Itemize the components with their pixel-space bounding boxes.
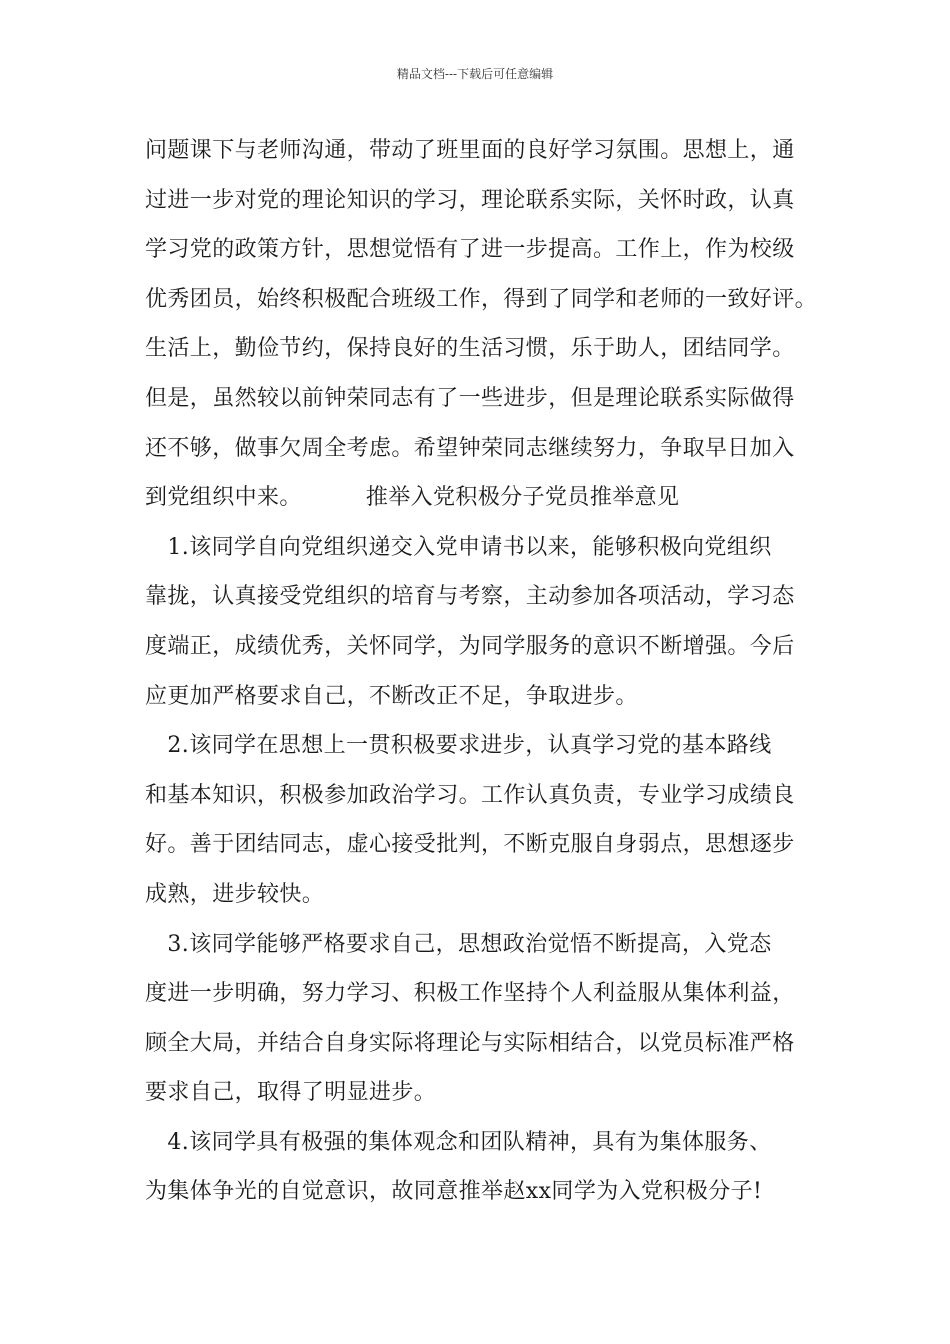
- item-3-line: 度进一步明确，努力学习、积极工作坚持个人利益服从集体利益，: [145, 981, 795, 1007]
- body-line: 过进一步对党的理论知识的学习，理论联系实际，关怀时政，认真: [145, 187, 795, 213]
- item-1-line: 1.该同学自向党组织递交入党申请书以来，能够积极向党组织: [145, 534, 772, 560]
- section-title: 推举入党积极分子党员推举意见: [365, 485, 680, 511]
- body-line: 优秀团员，始终积极配合班级工作，得到了同学和老师的一致好评。: [145, 286, 818, 312]
- item-3-line: 顾全大局，并结合自身实际将理论与实际相结合，以党员标准严格: [145, 1030, 795, 1056]
- item-4-line: 4.该同学具有极强的集体观念和团队精神，具有为集体服务、: [145, 1129, 772, 1155]
- body-line: 生活上，勤俭节约，保持良好的生活习惯，乐于助人，团结同学。: [145, 336, 795, 362]
- item-1-line: 度端正，成绩优秀，关怀同学，为同学服务的意识不断增强。今后: [145, 633, 795, 659]
- item-4-line: 为集体争光的自觉意识，故同意推举赵xx同学为入党积极分子!: [145, 1179, 763, 1205]
- item-2-line: 2.该同学在思想上一贯积极要求进步，认真学习党的基本路线: [145, 733, 772, 759]
- item-3-line: 要求自己，取得了明显进步。: [145, 1080, 437, 1106]
- body-line: 学习党的政策方针，思想觉悟有了进一步提高。工作上，作为校级: [145, 237, 795, 263]
- page-header: 精品文档---下载后可任意编辑: [396, 67, 554, 81]
- item-1-line: 靠拢，认真接受党组织的培育与考察，主动参加各项活动，学习态: [145, 584, 795, 610]
- body-line-prefix: 到党组织中来。: [145, 485, 302, 511]
- document-body: [145, 126, 845, 1217]
- body-line: 还不够，做事欠周全考虑。希望钟荣同志继续努力，争取早日加入: [145, 435, 795, 461]
- body-line: 但是，虽然较以前钟荣同志有了一些进步，但是理论联系实际做得: [145, 385, 795, 411]
- item-3-line: 3.该同学能够严格要求自己，思想政治觉悟不断提高，入党态: [145, 931, 772, 957]
- item-2-line: 成熟，进步较快。: [145, 881, 325, 907]
- item-2-line: 和基本知识，积极参加政治学习。工作认真负责，专业学习成绩良: [145, 782, 795, 808]
- body-line: 问题课下与老师沟通，带动了班里面的良好学习氛围。思想上，通: [145, 138, 795, 163]
- body-line-with-title: [145, 473, 845, 523]
- item-2-line: 好。善于团结同志，虚心接受批判，不断克服自身弱点，思想逐步: [145, 832, 795, 858]
- item-1-line: 应更加严格要求自己，不断改正不足，争取进步。: [145, 683, 638, 709]
